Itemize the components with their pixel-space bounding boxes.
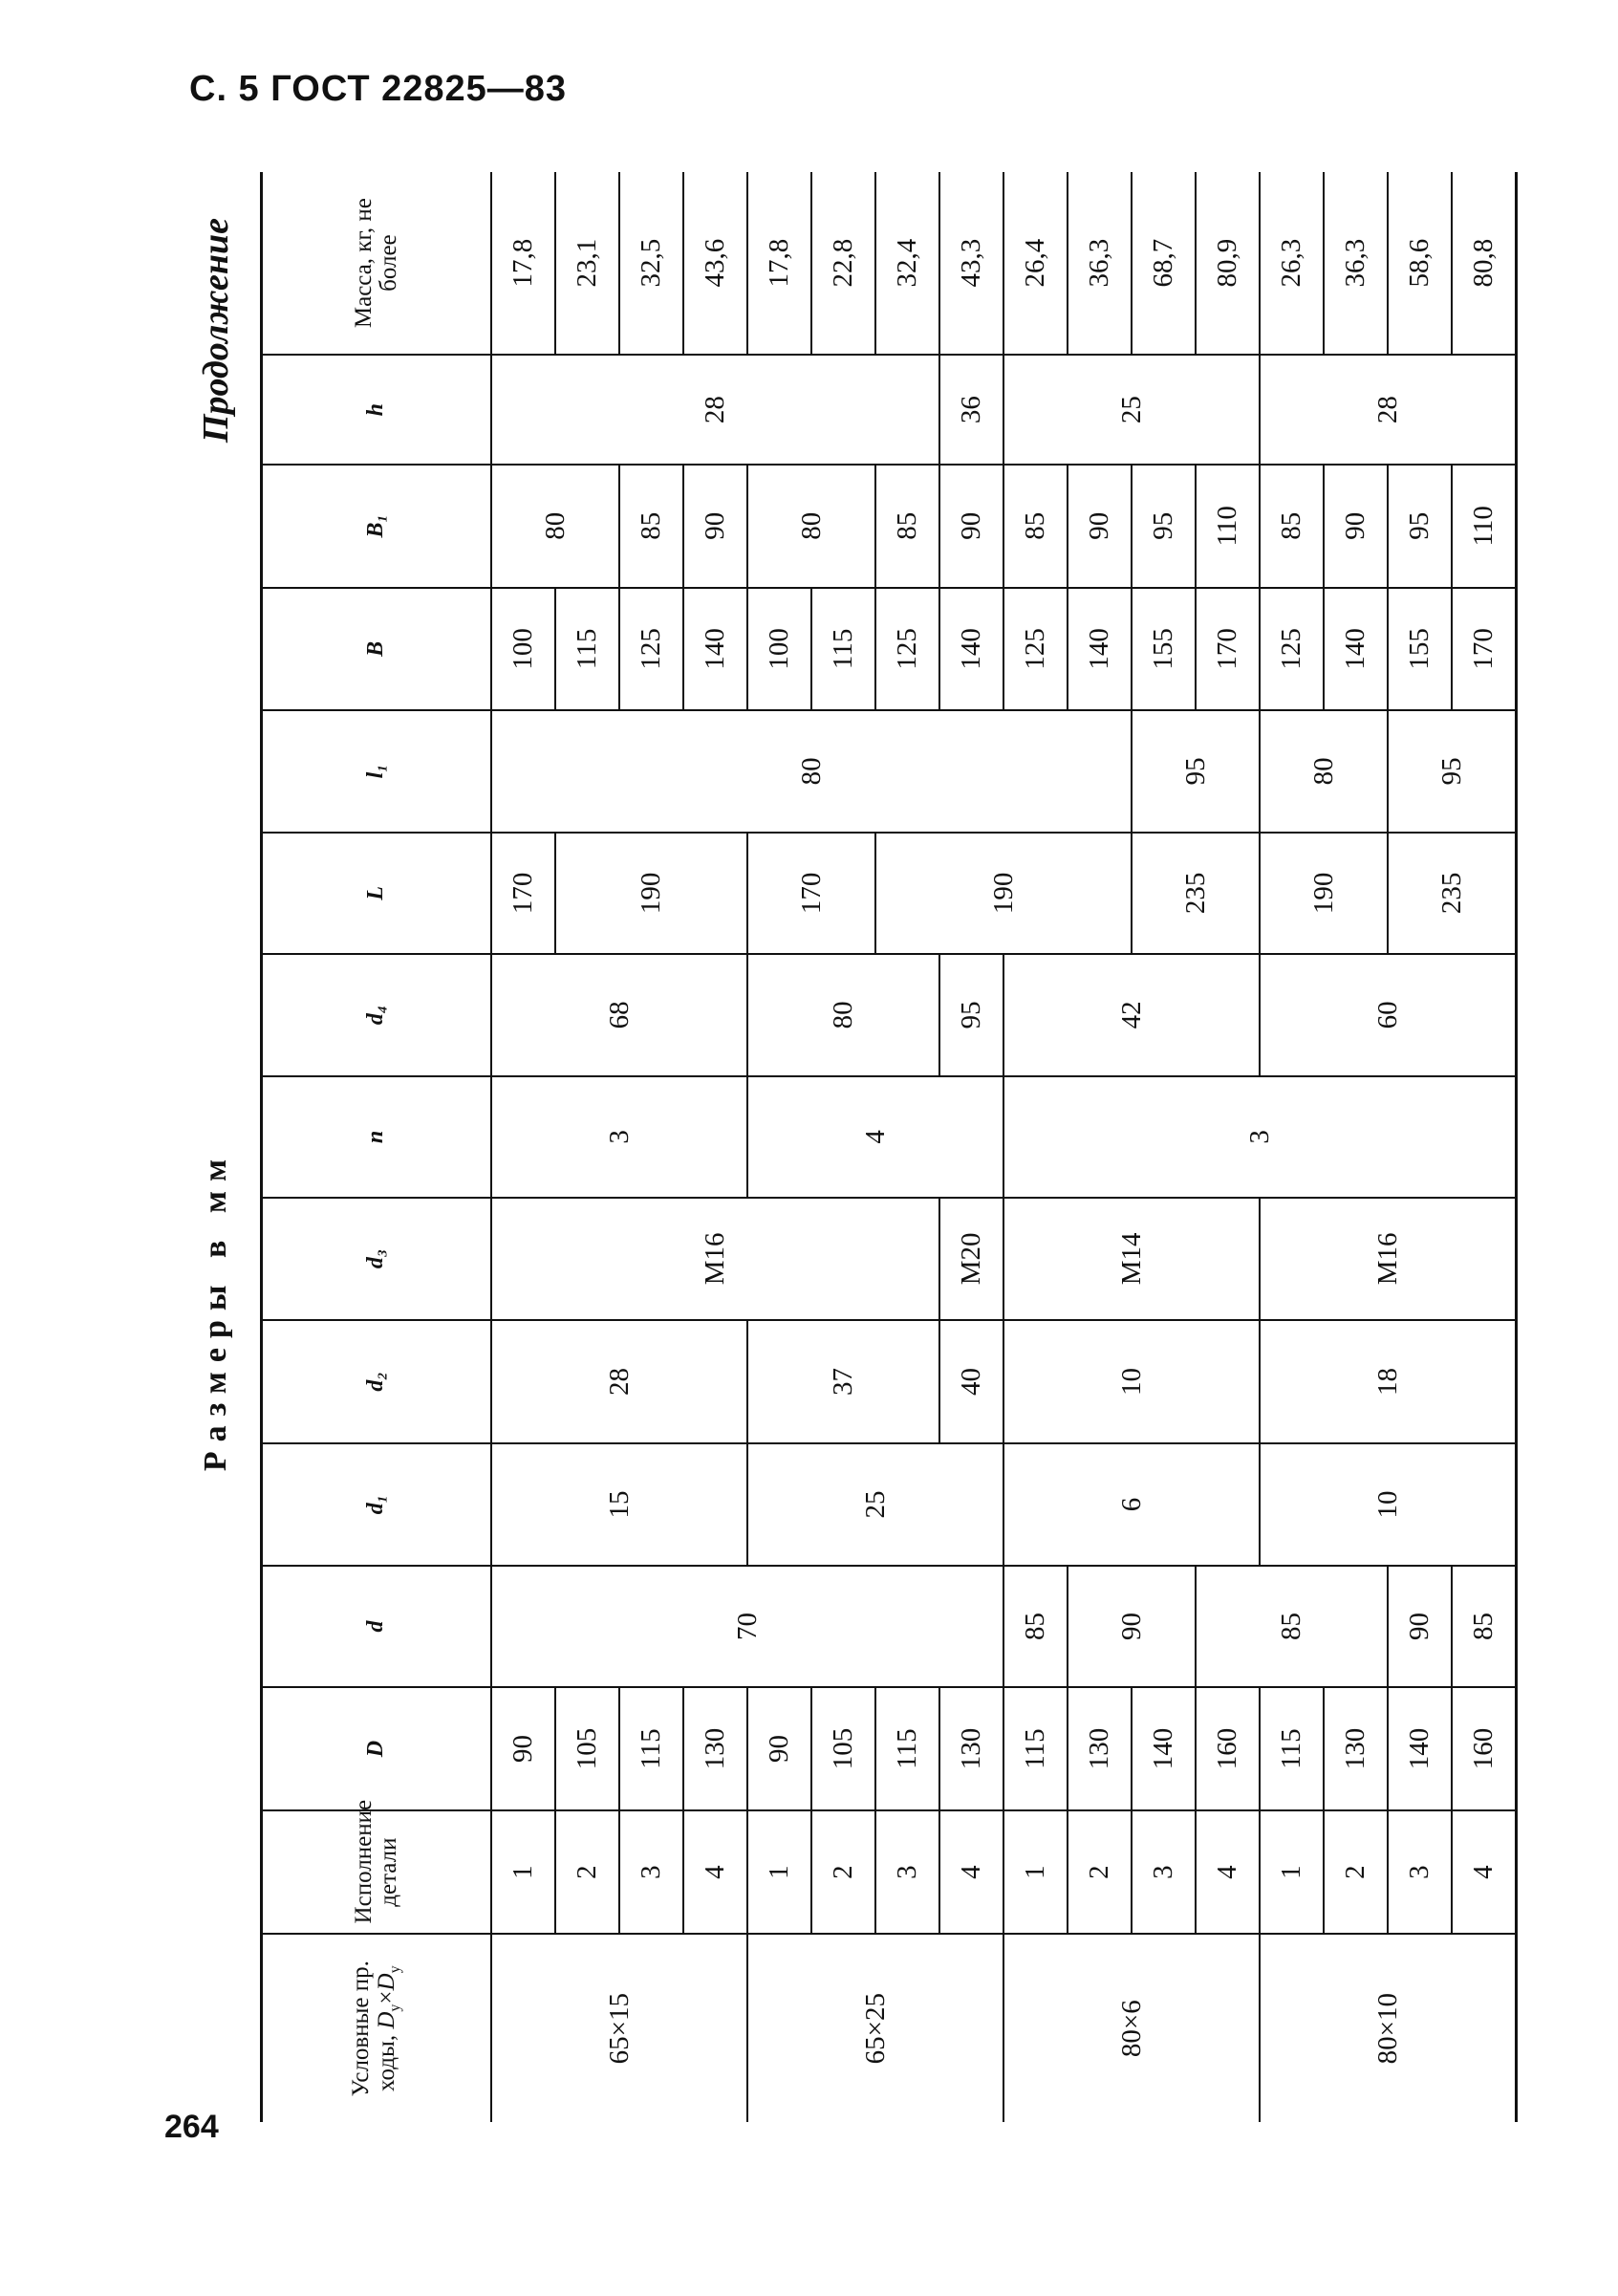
table-cell: 160 <box>1196 1687 1260 1810</box>
table-cell: 1 <box>1003 1810 1068 1935</box>
table-cell: 42 <box>1003 954 1260 1076</box>
table-cell: 6 <box>1003 1443 1260 1566</box>
table-cell: 140 <box>1132 1687 1196 1810</box>
table-cell: 115 <box>619 1687 683 1810</box>
table-cell: 43,6 <box>683 172 747 355</box>
table-cell: 85 <box>619 465 683 588</box>
table-cell: 170 <box>491 833 555 955</box>
column-header: L <box>262 833 492 955</box>
table-cell: 140 <box>939 588 1003 711</box>
table-cell: 115 <box>811 588 875 711</box>
table-cell: 68,7 <box>1132 172 1196 355</box>
table-cell: 130 <box>939 1687 1003 1810</box>
column-header: h <box>262 355 492 465</box>
table-cell: 130 <box>1068 1687 1132 1810</box>
column-header: Исполнение детали <box>262 1810 492 1935</box>
table-cell: 32,5 <box>619 172 683 355</box>
table-cell: 80×10 <box>1260 1934 1517 2122</box>
column-header: d <box>262 1566 492 1688</box>
table-cell: 125 <box>1260 588 1324 711</box>
table-cell: 58,6 <box>1388 172 1452 355</box>
dimensions-table <box>260 172 1518 2122</box>
table-cell: 26,3 <box>1260 172 1324 355</box>
rotated-table-area <box>172 172 1499 2122</box>
table-cell: 85 <box>1003 465 1068 588</box>
table-cell: 4 <box>1452 1810 1517 1935</box>
table-cell: M16 <box>1260 1198 1517 1320</box>
page-number: 264 <box>164 2109 219 2145</box>
table-cell: 23,1 <box>555 172 619 355</box>
column-header: Масса, кг, не более <box>262 172 492 355</box>
table-cell: 40 <box>939 1320 1003 1444</box>
table-cell: 85 <box>1196 1566 1388 1688</box>
table-cell: 90 <box>1324 465 1388 588</box>
column-header: d₁ <box>262 1443 492 1566</box>
table-cell: 130 <box>1324 1687 1388 1810</box>
table-cell: 110 <box>1452 465 1517 588</box>
table-cell: 28 <box>1260 355 1517 465</box>
table-cell: 2 <box>1324 1810 1388 1935</box>
table-cell: 85 <box>875 465 939 588</box>
table-cell: 125 <box>875 588 939 711</box>
table-cell: 80 <box>491 465 619 588</box>
table-cell: 36,3 <box>1324 172 1388 355</box>
table-cell: 95 <box>1132 710 1260 833</box>
column-header: n <box>262 1076 492 1199</box>
column-header: D <box>262 1687 492 1810</box>
table-cell: 3 <box>1388 1810 1452 1935</box>
table-cell: 26,4 <box>1003 172 1068 355</box>
table-cell: 130 <box>683 1687 747 1810</box>
table-cell: 43,3 <box>939 172 1003 355</box>
table-cell: 140 <box>1388 1687 1452 1810</box>
table-cell: 70 <box>491 1566 1003 1688</box>
table-cell: 170 <box>747 833 875 955</box>
table-cell: 32,4 <box>875 172 939 355</box>
table-cell: 3 <box>619 1810 683 1935</box>
table-cell: 190 <box>555 833 747 955</box>
table-cell: 190 <box>875 833 1132 955</box>
table-cell: 85 <box>1452 1566 1517 1688</box>
table-cell: 28 <box>491 355 939 465</box>
table-cell: 160 <box>1452 1687 1517 1810</box>
table-cell: 80 <box>491 710 1132 833</box>
page-header: С. 5 ГОСТ 22825—83 <box>189 69 568 109</box>
table-cell: 80 <box>1260 710 1388 833</box>
column-header: B₁ <box>262 465 492 588</box>
table-cell: 3 <box>1003 1076 1517 1199</box>
table-cell: 115 <box>875 1687 939 1810</box>
column-header: l₁ <box>262 710 492 833</box>
table-cell: 10 <box>1003 1320 1260 1444</box>
table-cell: 85 <box>1260 465 1324 588</box>
continuation-label: Продолжение <box>196 218 236 444</box>
table-cell: 85 <box>1003 1566 1068 1688</box>
table-cell: 140 <box>683 588 747 711</box>
table-cell: 90 <box>683 465 747 588</box>
table-cell: 115 <box>1260 1687 1324 1810</box>
table-cell: 4 <box>747 1076 1003 1199</box>
table-cell: 95 <box>1132 465 1196 588</box>
table-cell: 155 <box>1388 588 1452 711</box>
table-cell: M14 <box>1003 1198 1260 1320</box>
table-row <box>1003 172 1068 2122</box>
table-cell: 90 <box>1068 1566 1196 1688</box>
table-cell: 25 <box>1003 355 1260 465</box>
table-cell: 65×25 <box>747 1934 1003 2122</box>
table-cell: 10 <box>1260 1443 1517 1566</box>
table-cell: 60 <box>1260 954 1517 1076</box>
table-cell: 3 <box>1132 1810 1196 1935</box>
table-cell: 2 <box>1068 1810 1132 1935</box>
table-cell: 68 <box>491 954 747 1076</box>
table-cell: 100 <box>747 588 811 711</box>
table-cell: 235 <box>1132 833 1260 955</box>
table-header-row <box>262 172 492 2122</box>
table-cell: 95 <box>939 954 1003 1076</box>
table-cell: 3 <box>875 1810 939 1935</box>
table-cell: 90 <box>491 1687 555 1810</box>
table-cell: 37 <box>747 1320 939 1444</box>
table-cell: 80,8 <box>1452 172 1517 355</box>
table-cell: 25 <box>747 1443 1003 1566</box>
table-cell: 17,8 <box>491 172 555 355</box>
table-cell: M20 <box>939 1198 1003 1320</box>
table-cell: 80 <box>747 954 939 1076</box>
table-cell: 4 <box>1196 1810 1260 1935</box>
table-cell: 155 <box>1132 588 1196 711</box>
table-cell: 115 <box>1003 1687 1068 1810</box>
table-cell: 125 <box>1003 588 1068 711</box>
column-header: Условные пр. ходы, $D_у\times D_у$ <box>262 1934 492 2122</box>
column-header: B <box>262 588 492 711</box>
table-cell: 2 <box>555 1810 619 1935</box>
table-cell: 140 <box>1324 588 1388 711</box>
table-cell: 115 <box>555 588 619 711</box>
table-row <box>491 172 555 2122</box>
table-cell: 4 <box>683 1810 747 1935</box>
table-row <box>747 172 811 2122</box>
table-cell: 3 <box>491 1076 747 1199</box>
table-cell: M16 <box>491 1198 939 1320</box>
table-cell: 105 <box>555 1687 619 1810</box>
table-cell: 95 <box>1388 465 1452 588</box>
column-header: d₃ <box>262 1198 492 1320</box>
table-cell: 15 <box>491 1443 747 1566</box>
table-cell: 105 <box>811 1687 875 1810</box>
table-cell: 80,9 <box>1196 172 1260 355</box>
table-cell: 65×15 <box>491 1934 747 2122</box>
table-cell: 2 <box>811 1810 875 1935</box>
table-cell: 4 <box>939 1810 1003 1935</box>
table-cell: 90 <box>1068 465 1132 588</box>
dimensions-caption: Размеры в мм <box>198 1149 233 1472</box>
table-cell: 17,8 <box>747 172 811 355</box>
table-cell: 100 <box>491 588 555 711</box>
table-cell: 28 <box>491 1320 747 1444</box>
table-cell: 125 <box>619 588 683 711</box>
column-header: d₄ <box>262 954 492 1076</box>
table-cell: 36 <box>939 355 1003 465</box>
table-cell: 140 <box>1068 588 1132 711</box>
table-cell: 170 <box>1452 588 1517 711</box>
table-cell: 80 <box>747 465 875 588</box>
table-cell: 1 <box>491 1810 555 1935</box>
table-cell: 95 <box>1388 710 1517 833</box>
table-cell: 80×6 <box>1003 1934 1260 2122</box>
table-cell: 170 <box>1196 588 1260 711</box>
table-cell: 235 <box>1388 833 1517 955</box>
table-cell: 90 <box>1388 1566 1452 1688</box>
table-cell: 1 <box>1260 1810 1324 1935</box>
table-cell: 36,3 <box>1068 172 1132 355</box>
table-cell: 1 <box>747 1810 811 1935</box>
table-cell: 22,8 <box>811 172 875 355</box>
table-cell: 90 <box>747 1687 811 1810</box>
table-cell: 110 <box>1196 465 1260 588</box>
column-header: d₂ <box>262 1320 492 1444</box>
table-cell: 190 <box>1260 833 1388 955</box>
table-cell: 18 <box>1260 1320 1517 1444</box>
table-cell: 90 <box>939 465 1003 588</box>
